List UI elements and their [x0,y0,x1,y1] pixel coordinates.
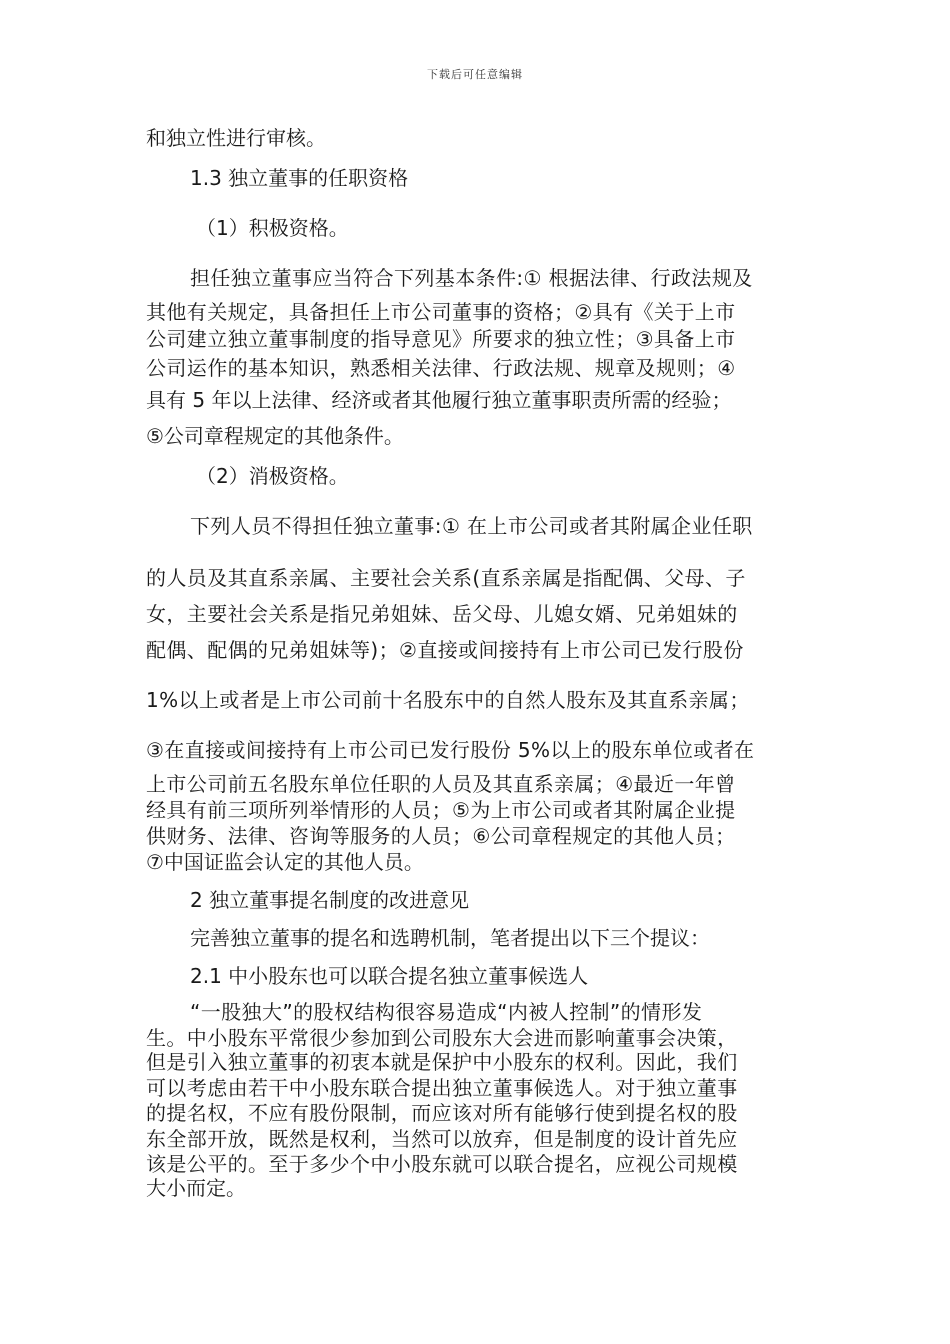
text-line: 具有 5 年以上法律、经济或者其他履行独立董事职责所需的经验； [146,388,732,412]
text-line: 大小而定。 [146,1176,246,1200]
section-heading-2: 2 独立董事提名制度的改进意见 [190,888,470,912]
text-line: 完善独立董事的提名和选聘机制，笔者提出以下三个提议： [190,926,710,950]
text-line: 配偶、配偶的兄弟姐妹等)；②直接或间接持有上市公司已发行股份 [146,638,744,662]
text-line: 担任独立董事应当符合下列基本条件:① 根据法律、行政法规及 [190,266,753,290]
text-line: 可以考虑由若干中小股东联合提出独立董事候选人。对于独立董事 [146,1076,738,1100]
text-line: 下列人员不得担任独立董事:① 在上市公司或者其附属企业任职 [190,514,753,538]
text-line: 但是引入独立董事的初衷本就是保护中小股东的权利。因此，我们 [146,1050,738,1074]
text-line: 公司运作的基本知识，熟悉相关法律、行政法规、规章及规则；④ [146,356,736,380]
text-line: ⑦中国证监会认定的其他人员。 [146,850,424,874]
text-line: 其他有关规定，具备担任上市公司董事的资格；②具有《关于上市 [146,300,736,324]
page-header: 下载后可任意编辑 [427,68,523,81]
section-heading-2-1: 2.1 中小股东也可以联合提名独立董事候选人 [190,964,589,988]
text-line: 女，主要社会关系是指兄弟姐妹、岳父母、儿媳女婿、兄弟姐妹的 [146,602,738,626]
text-line: ⑤公司章程规定的其他条件。 [146,424,404,448]
section-heading-1-3: 1.3 独立董事的任职资格 [190,166,409,190]
subheading-negative-qualification: （2）消极资格。 [196,464,349,488]
text-line: 生。中小股东平常很少参加到公司股东大会进而影响董事会决策， [146,1026,738,1050]
text-line: 公司建立独立董事制度的指导意见》所要求的独立性；③具备上市 [146,327,736,351]
text-line: “一股独大”的股权结构很容易造成“内被人控制”的情形发 [190,1000,703,1024]
text-line: 该是公平的。至于多少个中小股东就可以联合提名，应视公司规模 [146,1152,738,1176]
text-line: 和独立性进行审核。 [146,126,326,150]
text-line: 上市公司前五名股东单位任职的人员及其直系亲属；④最近一年曾 [146,772,736,796]
text-line: 供财务、法律、咨询等服务的人员；⑥公司章程规定的其他人员； [146,824,736,848]
text-line: 东全部开放，既然是权利，当然可以放弃，但是制度的设计首先应 [146,1127,738,1151]
text-line: 的人员及其直系亲属、主要社会关系(直系亲属是指配偶、父母、子 [146,566,746,590]
text-line: 经具有前三项所列举情形的人员；⑤为上市公司或者其附属企业提 [146,798,736,822]
text-line: 1%以上或者是上市公司前十名股东中的自然人股东及其直系亲属； [146,688,750,712]
subheading-positive-qualification: （1）积极资格。 [196,216,349,240]
text-line: 的提名权，不应有股份限制，而应该对所有能够行使到提名权的股 [146,1101,738,1125]
text-line: ③在直接或间接持有上市公司已发行股份 5%以上的股东单位或者在 [146,738,755,762]
